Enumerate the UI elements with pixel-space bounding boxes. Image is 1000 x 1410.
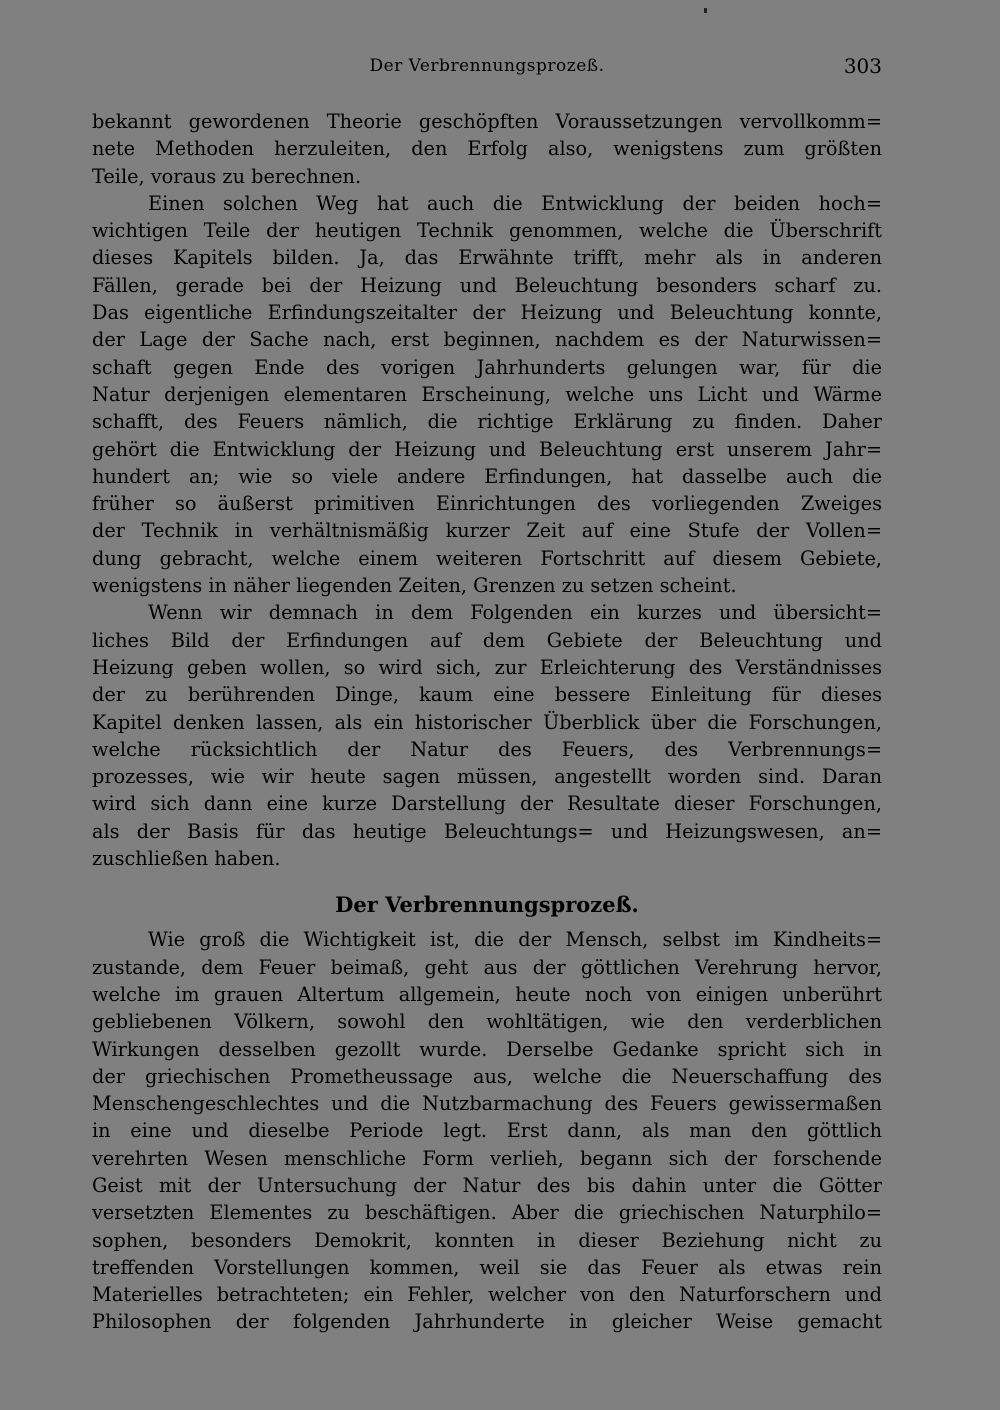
text-line: prozesses, wie wir heute sagen müssen, angestellt worden sind. Daran	[92, 765, 882, 789]
text-line: der griechischen Prometheussage aus, welche die Neuerschaffung des	[92, 1064, 882, 1088]
text-line: Teile, voraus zu berechnen.	[92, 164, 362, 188]
text-line: Heizung geben wollen, so wird sich, zur Erleichterung des Verständnisses	[92, 655, 882, 679]
text-line: hundert an; wie so viele andere Erfindungen, hat dasselbe auch die	[92, 464, 882, 488]
text-line: sophen, besonders Demokrit, konnten in dieser Beziehung nicht zu	[92, 1228, 882, 1252]
text-line: dung gebracht, welche einem weiteren Fortschritt auf diesem Gebiete,	[92, 546, 882, 570]
text-line: als der Basis für das heutige Beleuchtungs= und Heizungswesen, an=	[92, 819, 882, 843]
page-header	[92, 56, 882, 86]
text-line: der zu berührenden Dinge, kaum eine bessere Einleitung für dieses	[92, 683, 882, 707]
text-line: gehört die Entwicklung der Heizung und Beleuchtung erst unserem Jahr=	[92, 437, 882, 461]
text-line: der Lage der Sache nach, erst beginnen, nachdem es der Naturwissen=	[92, 328, 882, 352]
margin-speck	[704, 8, 707, 13]
text-line: in eine und dieselbe Periode legt. Erst dann, als man den göttlich	[92, 1119, 882, 1143]
text-line: Kapitel denken lassen, als ein historischer Überblick über die Forschungen,	[92, 710, 882, 734]
text-line: Natur derjenigen elementaren Erscheinung, welche uns Licht und Wärme	[92, 382, 882, 406]
text-line: Wie groß die Wichtigkeit ist, die der Mensch, selbst im Kindheits=	[148, 928, 882, 952]
paragraph	[92, 599, 882, 872]
text-line: nete Methoden herzuleiten, den Erfolg also, wenigstens zum größten	[92, 137, 882, 161]
text-line: Wirkungen desselben gezollt wurde. Derselbe Gedanke spricht sich in	[92, 1037, 882, 1061]
running-title: Der Verbrennungsprozeß.	[369, 56, 605, 76]
text-line: wird sich dann eine kurze Darstellung der Resultate dieser Forschungen,	[92, 792, 882, 816]
paragraph	[92, 926, 882, 1335]
text-line: der Technik in verhältnismäßig kurzer Zeit auf eine Stufe der Vollen=	[92, 519, 882, 543]
text-line: Menschengeschlechtes und die Nutzbarmachung des Feuers gewissermaßen	[92, 1092, 882, 1116]
text-line: Wenn wir demnach in dem Folgenden ein kurzes und übersicht=	[148, 601, 882, 625]
text-line: Das eigentliche Erfindungszeitalter der Heizung und Beleuchtung konnte,	[92, 301, 882, 325]
body-text	[92, 108, 882, 1336]
text-line: liches Bild der Erfindungen auf dem Gebiete der Beleuchtung und	[92, 628, 882, 652]
text-line: verehrten Wesen menschliche Form verlieh, begann sich der forschende	[92, 1146, 882, 1170]
text-line: bekannt gewordenen Theorie geschöpften Voraussetzungen vervollkomm=	[92, 110, 882, 133]
text-line: dieses Kapitels bilden. Ja, das Erwähnte trifft, mehr als in anderen	[92, 246, 882, 270]
text-line: Einen solchen Weg hat auch die Entwicklung der beiden hoch=	[148, 191, 882, 215]
text-line: Materielles betrachteten; ein Fehler, welcher von den Naturforschern und	[92, 1283, 882, 1307]
text-line: schafft, des Feuers nämlich, die richtige Erklärung zu finden. Daher	[92, 410, 882, 434]
text-line: gebliebenen Völkern, sowohl den wohltätigen, wie den verderblichen	[92, 1010, 882, 1034]
text-line: wenigstens in näher liegenden Zeiten, Grenzen zu setzen scheint.	[92, 574, 737, 598]
text-line: schaft gegen Ende des vorigen Jahrhunderts gelungen war, für die	[92, 355, 882, 379]
text-line: Fällen, gerade bei der Heizung und Beleuchtung besonders scharf zu.	[92, 273, 882, 297]
text-line: früher so äußerst primitiven Einrichtungen des vorliegenden Zweiges	[92, 492, 882, 516]
text-line: zustande, dem Feuer beimaß, geht aus der göttlichen Verehrung hervor,	[92, 955, 882, 979]
text-line: treffenden Vorstellungen kommen, weil sie das Feuer als etwas rein	[92, 1255, 882, 1279]
text-line: versetzten Elementes zu beschäftigen. Aber die griechischen Naturphilo=	[92, 1201, 882, 1225]
text-line: zuschließen haben.	[92, 847, 281, 871]
text-line: Geist mit der Untersuchung der Natur des bis dahin unter die Götter	[92, 1173, 882, 1197]
text-line: welche rücksichtlich der Natur des Feuers, des Verbrennungs=	[92, 737, 882, 761]
section-heading: Der Verbrennungsprozeß.	[335, 892, 639, 918]
text-line: welche im grauen Altertum allgemein, heute noch von einigen unberührt	[92, 982, 882, 1006]
paragraph	[92, 190, 882, 599]
page-number: 303	[843, 54, 882, 78]
paragraph	[92, 108, 882, 190]
text-line: Philosophen der folgenden Jahrhunderte in gleicher Weise gemacht	[92, 1310, 882, 1334]
text-line: wichtigen Teile der heutigen Technik genommen, welche die Überschrift	[92, 219, 882, 243]
